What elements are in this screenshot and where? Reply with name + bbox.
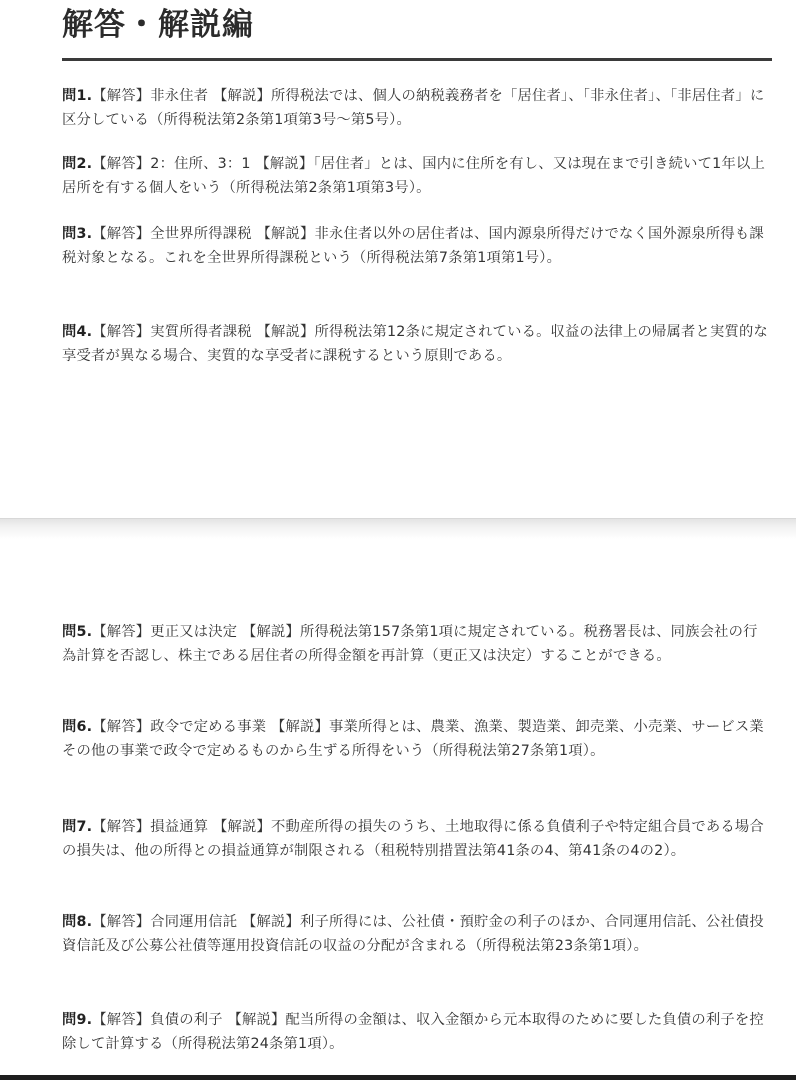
commentary-tag: 【解説】 — [213, 88, 272, 104]
commentary-tag: 【解説】 — [242, 914, 301, 930]
commentary-tag: 【解説】 — [242, 624, 301, 640]
commentary-tag: 【解説】 — [213, 819, 272, 835]
answer-tag: 【解答】 — [92, 819, 151, 835]
answer-text: 2：住所、3：1 — [150, 156, 251, 172]
commentary-text: 配当所得の金額は、収入金額から元本取得のために要した負債の利子を控除して計算する（所得税法第24条第1項）。 — [62, 1012, 764, 1052]
answer-text: 合同運用信託 — [150, 914, 238, 930]
commentary-text: 所得税法第12条に規定されている。収益の法律上の帰属者と実質的な享受者が異なる場合、実質的な享受者に課税するという原則である。 — [62, 324, 769, 364]
commentary-text: 不動産所得の損失のうち、土地取得に係る負債利子や特定組合員である場合の損失は、他の所得との損益通算が制限される（租税特別措置法第41条の4、第41条の4の2）。 — [62, 819, 764, 859]
question-item-9 — [62, 1008, 768, 1056]
commentary-text: 非永住者以外の居住者は、国内源泉所得だけでなく国外源泉所得も課税対象となる。これを全世界所得課税という（所得税法第7条第1項第1号）。 — [62, 226, 764, 266]
question-number: 問3. — [62, 226, 93, 242]
question-number: 問1. — [62, 88, 93, 104]
question-number: 問9. — [62, 1012, 93, 1028]
commentary-text: 利子所得には、公社債・預貯金の利子のほか、合同運用信託、公社債投資信託及び公募公社債等運用投資信託の収益の分配が含まれる（所得税法第23条第1項）。 — [62, 914, 764, 954]
answer-tag: 【解答】 — [92, 324, 151, 340]
question-item-4 — [62, 320, 768, 368]
answer-tag: 【解答】 — [92, 156, 151, 172]
answer-text: 実質所得者課税 — [150, 324, 252, 340]
answer-text: 全世界所得課税 — [150, 226, 252, 242]
answer-tag: 【解答】 — [92, 914, 151, 930]
commentary-text: 事業所得とは、農業、漁業、製造業、卸売業、小売業、サービス業その他の事業で政令で定めるものから生ずる所得をいう（所得税法第27条第1項）。 — [62, 719, 764, 759]
commentary-tag: 【解説】 — [227, 1012, 286, 1028]
answer-tag: 【解答】 — [92, 1012, 151, 1028]
question-number: 問4. — [62, 324, 93, 340]
question-number: 問5. — [62, 624, 93, 640]
answer-tag: 【解答】 — [92, 624, 151, 640]
bottom-edge — [0, 1075, 796, 1080]
commentary-tag: 【解説】 — [256, 324, 315, 340]
answer-text: 非永住者 — [150, 88, 209, 104]
title-divider — [62, 58, 772, 61]
page-break — [0, 518, 796, 539]
question-item-6 — [62, 715, 768, 763]
commentary-text: 「居住者」とは、国内に住所を有し、又は現在まで引き続いて1年以上居所を有する個人をいう（所得税法第2条第1項第3号）。 — [62, 156, 765, 196]
question-number: 問2. — [62, 156, 93, 172]
answer-text: 更正又は決定 — [150, 624, 238, 640]
commentary-tag: 【解説】 — [271, 719, 330, 735]
answer-text: 損益通算 — [150, 819, 209, 835]
question-item-2 — [62, 152, 768, 200]
question-number: 問6. — [62, 719, 93, 735]
answer-text: 政令で定める事業 — [150, 719, 267, 735]
question-item-5 — [62, 620, 768, 668]
commentary-text: 所得税法第157条第1項に規定されている。税務署長は、同族会社の行為計算を否認し、株主である居住者の所得金額を再計算（更正又は決定）することができる。 — [62, 624, 758, 664]
answer-tag: 【解答】 — [92, 88, 151, 104]
page-title: 解答・解説編 — [62, 7, 254, 43]
question-item-8 — [62, 910, 768, 958]
question-item-3 — [62, 222, 768, 270]
answer-text: 負債の利子 — [150, 1012, 223, 1028]
commentary-tag: 【解説】 — [255, 156, 314, 172]
answer-tag: 【解答】 — [92, 719, 151, 735]
answer-tag: 【解答】 — [92, 226, 151, 242]
commentary-tag: 【解説】 — [256, 226, 315, 242]
question-item-7 — [62, 815, 768, 863]
question-number: 問8. — [62, 914, 93, 930]
commentary-text: 所得税法では、個人の納税義務者を「居住者」、「非永住者」、「非居住者」に区分している（所得税法第2条第1項第3号〜第5号）。 — [62, 88, 765, 128]
question-item-1 — [62, 84, 768, 132]
question-number: 問7. — [62, 819, 93, 835]
